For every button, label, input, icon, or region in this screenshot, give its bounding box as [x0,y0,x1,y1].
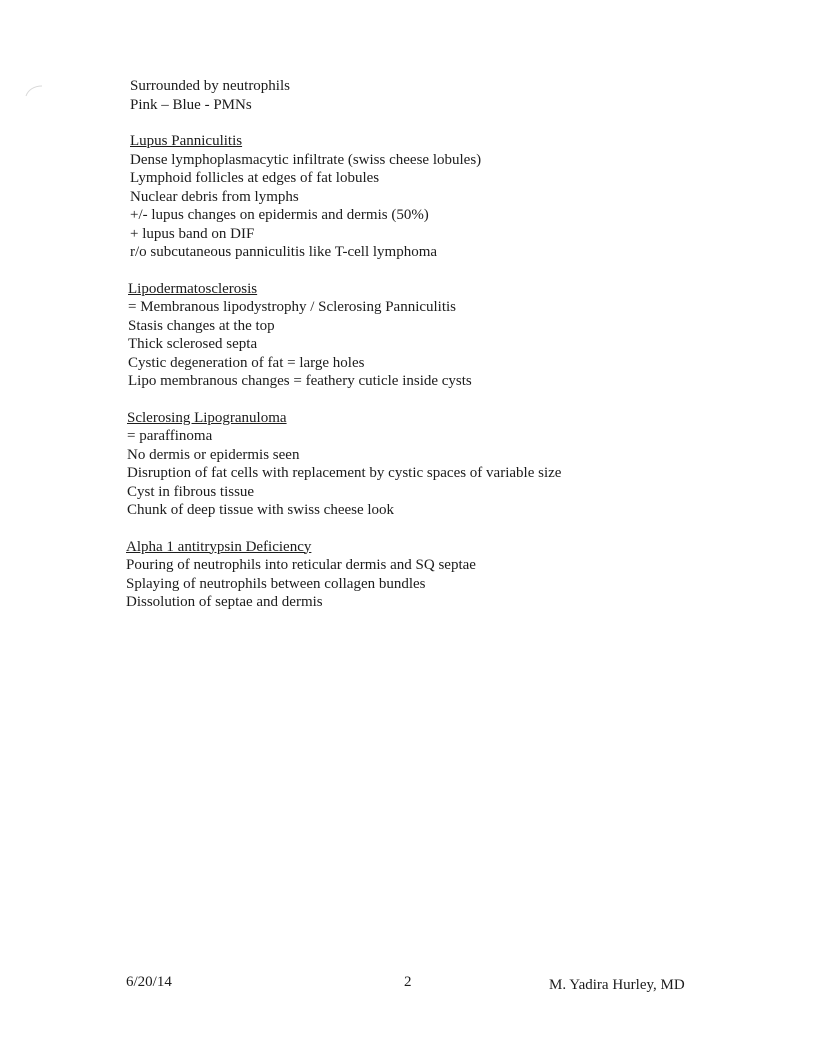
footer-date: 6/20/14 [126,974,172,990]
body-line: Dissolution of septae and dermis [126,594,323,610]
body-line: Cyst in fibrous tissue [127,483,255,500]
body-line: No dermis or epidermis seen [127,446,300,463]
section-sclerosing-lipogranuloma [127,409,770,520]
body-line: = Membranous lipodystrophy / Sclerosing Panniculitis [128,299,457,315]
body-line: Stasis changes at the top [128,317,275,334]
body-line: Lymphoid follicles at edges of fat lobules [130,170,380,186]
section-lupus-panniculitis [130,132,770,262]
body-line: Disruption of fat cells with replacement by cystic spaces of variable size [127,465,562,481]
body-line: + lupus band on DIF [130,225,255,242]
body-line: Splaying of neutrophils between collagen bundles [126,575,426,592]
body-line: Cystic degeneration of fat = large holes [128,354,365,371]
body-line: Lipo membranous changes = feathery cuticle inside cysts [128,373,472,389]
document-body [126,77,770,630]
section-heading: Lipodermatosclerosis [128,280,258,297]
body-line: Thick sclerosed septa [128,336,258,352]
section-heading: Lupus Panniculitis [130,133,243,149]
body-line: +/- lupus changes on epidermis and dermis (50%) [130,207,429,223]
body-line: Surrounded by neutrophils [130,78,290,94]
section-lipodermatosclerosis [128,280,770,391]
footer-author: M. Yadira Hurley, MD [549,977,685,993]
body-line: = paraffinoma [127,428,213,444]
scan-speck-icon [24,84,44,98]
section-intro [130,77,770,114]
section-heading: Alpha 1 antitrypsin Deficiency [126,538,312,555]
body-line: Pouring of neutrophils into reticular dermis and SQ septae [126,557,476,573]
section-heading: Sclerosing Lipogranuloma [127,409,287,426]
body-line: Dense lymphoplasmacytic infiltrate (swiss cheese lobules) [130,151,482,168]
body-line: Chunk of deep tissue with swiss cheese look [127,502,395,518]
body-line: Pink – Blue - PMNs [130,96,252,113]
section-alpha1-antitrypsin-deficiency [126,538,770,612]
body-line: Nuclear debris from lymphs [130,188,299,205]
footer-page-number: 2 [404,974,412,990]
body-line: r/o subcutaneous panniculitis like T-cell lymphoma [130,244,438,260]
